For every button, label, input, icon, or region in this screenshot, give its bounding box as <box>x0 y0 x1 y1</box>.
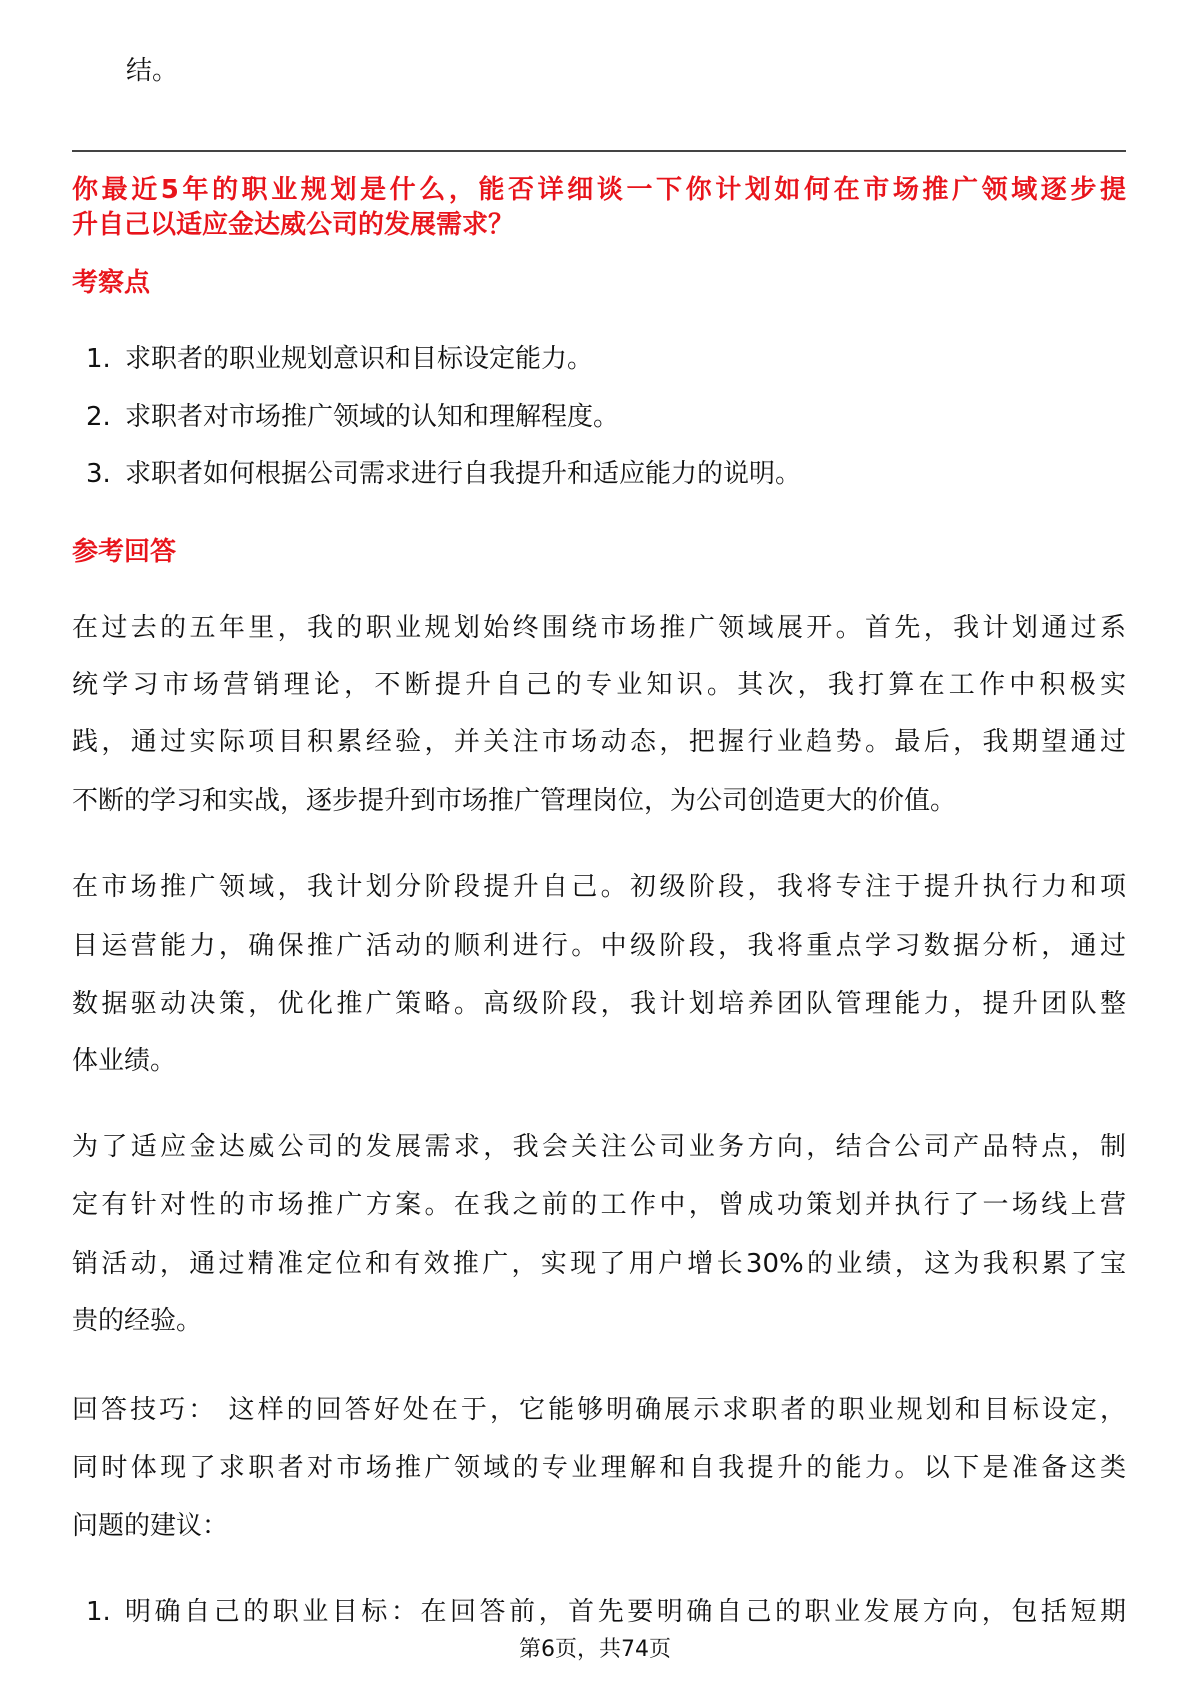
paragraph-line: 统学习市场营销理论，不断提升自己的专业知识。其次，我打算在工作中积极实 <box>72 670 1126 700</box>
tips-line: 问题的建议： <box>72 1511 229 1541</box>
paragraph-line: 体业绩。 <box>72 1046 177 1076</box>
paragraph-line: 目运营能力，确保推广活动的顺利进行。中级阶段，我将重点学习数据分析，通过 <box>72 931 1126 961</box>
list-number: 3. <box>86 459 111 489</box>
focus-heading: 考察点 <box>72 268 151 298</box>
tips-item: 明确自己的职业目标：在回答前，首先要明确自己的职业发展方向，包括短期 <box>125 1597 1126 1627</box>
paragraph-line: 不断的学习和实战，逐步提升到市场推广管理岗位，为公司创造更大的价值。 <box>72 786 957 816</box>
previous-paragraph-end: 结。 <box>126 56 179 86</box>
tips-line: 回答技巧： 这样的回答好处在于，它能够明确展示求职者的职业规划和目标设定， <box>72 1395 1126 1425</box>
focus-item: 求职者的职业规划意识和目标设定能力。 <box>125 344 594 374</box>
question-line: 升自己以适应金达威公司的发展需求？ <box>72 210 515 240</box>
tips-line: 同时体现了求职者对市场推广领域的专业理解和自我提升的能力。以下是准备这类 <box>72 1453 1126 1483</box>
list-number: 2. <box>86 402 111 432</box>
paragraph-line: 贵的经验。 <box>72 1306 203 1336</box>
list-number: 1. <box>86 344 111 374</box>
paragraph-line: 数据驱动决策，优化推广策略。高级阶段，我计划培养团队管理能力，提升团队整 <box>72 989 1126 1019</box>
paragraph-line: 践，通过实际项目积累经验，并关注市场动态，把握行业趋势。最后，我期望通过 <box>72 727 1126 757</box>
focus-item: 求职者对市场推广领域的认知和理解程度。 <box>125 402 620 432</box>
paragraph-line: 在过去的五年里，我的职业规划始终围绕市场推广领域展开。首先，我计划通过系 <box>72 613 1126 643</box>
answer-heading: 参考回答 <box>72 537 177 567</box>
paragraph-line: 在市场推广领域，我计划分阶段提升自己。初级阶段，我将专注于提升执行力和项 <box>72 872 1126 902</box>
section-divider <box>72 150 1126 152</box>
list-number: 1. <box>86 1597 111 1627</box>
paragraph-line: 定有针对性的市场推广方案。在我之前的工作中，曾成功策划并执行了一场线上营 <box>72 1190 1126 1220</box>
paragraph-line: 为了适应金达威公司的发展需求，我会关注公司业务方向，结合公司产品特点，制 <box>72 1132 1126 1162</box>
paragraph-line: 销活动，通过精准定位和有效推广，实现了用户增长30%的业绩，这为我积累了宝 <box>72 1249 1126 1279</box>
question-line: 你最近5年的职业规划是什么，能否详细谈一下你计划如何在市场推广领域逐步提 <box>72 175 1126 205</box>
page-number: 第6页，共74页 <box>519 1637 671 1662</box>
focus-item: 求职者如何根据公司需求进行自我提升和适应能力的说明。 <box>125 459 802 489</box>
